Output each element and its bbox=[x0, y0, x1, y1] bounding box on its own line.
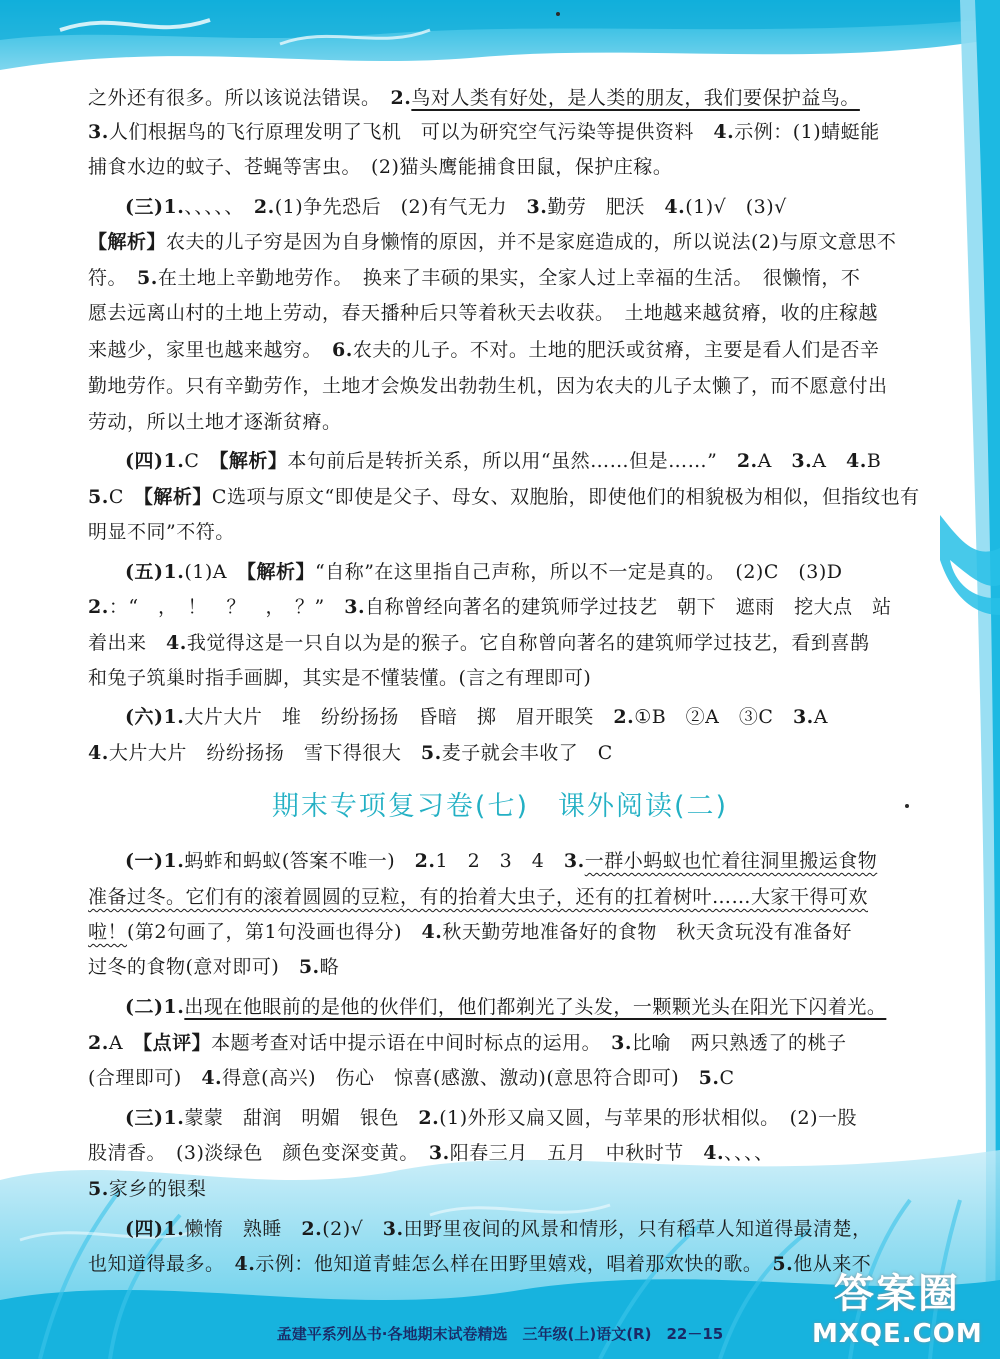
answer-text: A bbox=[108, 1032, 143, 1054]
text-line bbox=[125, 1104, 928, 1132]
answer-text: 示例：他知道青蛙怎么样在田野里嬉戏，唱着那欢快的歌。 bbox=[255, 1253, 773, 1275]
text-line bbox=[88, 1250, 928, 1278]
text-line bbox=[88, 883, 928, 911]
answer-label: 3. bbox=[792, 706, 814, 728]
answer-text: 田野里夜间的风景和情形，只有稻草人知道得最清楚， bbox=[403, 1218, 872, 1240]
answer-text: 自称曾经向著名的建筑师学过技艺 朝下 遮雨 挖大点 站 bbox=[365, 596, 892, 618]
answer-text: (2)√ bbox=[322, 1218, 383, 1240]
answer-label: 2. bbox=[414, 850, 436, 872]
answer-label: (六)1. bbox=[125, 706, 185, 728]
answer-text: “自称”在这里指自己声称，所以不一定是真的。 (2)C (3)D bbox=[314, 561, 843, 583]
answer-label: 4. bbox=[421, 921, 443, 943]
answer-text: 蚂蚱和蚂蚁(答案不唯一) bbox=[184, 850, 415, 872]
answer-label: 5. bbox=[88, 1178, 109, 1200]
answer-text: C选项与原文“即使是父子、母女、双胞胎，即使他们的相貌极为相似，但指纹也有 bbox=[211, 486, 920, 508]
answer-text: 、、、、 bbox=[724, 1142, 774, 1164]
answer-label: 4. bbox=[845, 450, 867, 472]
answer-label: 3. bbox=[526, 196, 548, 218]
text-line bbox=[88, 153, 928, 181]
underlined-answer: 一群小蚂蚁也忙着往洞里搬运食物 bbox=[584, 850, 878, 872]
underlined-answer: 准备过冬。它们有的滚着圆圆的豆粒，有的抬着大虫子，还有的扛着树叶……大家干得可欢 bbox=[88, 886, 869, 908]
answer-text: 劳动，所以土地才逐渐贫瘠。 bbox=[88, 411, 342, 433]
watermark-bottom: MXQE.COM bbox=[812, 1319, 983, 1349]
answer-text: C bbox=[108, 486, 144, 508]
answer-label: 【解析】 bbox=[88, 231, 167, 253]
text-line bbox=[125, 447, 928, 475]
answer-label: (三)1. bbox=[125, 196, 185, 218]
answer-text: C bbox=[184, 450, 219, 472]
answer-text: 过冬的食物(意对即可) bbox=[88, 956, 299, 978]
answer-label: (三)1. bbox=[125, 1107, 185, 1129]
text-line bbox=[88, 336, 928, 364]
answer-text: 秋天勤劳地准备好的食物 秋天贪玩没有准备好 bbox=[442, 921, 852, 943]
answer-text: 勤劳 肥沃 bbox=[547, 196, 665, 218]
answer-label: 【解析】 bbox=[246, 561, 315, 583]
answer-label: (四)1. bbox=[125, 1218, 185, 1240]
answer-text: A bbox=[813, 706, 829, 728]
answer-label: 3. bbox=[791, 450, 813, 472]
answer-text: ：“ ， ！ ？ ， ？” bbox=[108, 596, 345, 618]
answer-label: 3. bbox=[563, 850, 585, 872]
answer-text: (1)外形又扁又圆，与苹果的形状相似。 (2)一股 bbox=[439, 1107, 858, 1129]
answer-text: 大片大片 堆 纷纷扬扬 昏暗 掷 眉开眼笑 bbox=[184, 706, 614, 728]
answer-label: 5. bbox=[298, 956, 320, 978]
text-line bbox=[88, 953, 928, 981]
answer-label: 5. bbox=[137, 267, 158, 289]
answer-label: 4. bbox=[166, 632, 187, 654]
answer-text: (1)争先恐后 (2)有气无力 bbox=[274, 196, 527, 218]
text-line bbox=[88, 1139, 928, 1167]
answer-text: 农夫的儿子。不对。土地的肥沃或贫瘠，主要是看人们是否辛 bbox=[352, 339, 880, 361]
answer-label: 2. bbox=[736, 450, 758, 472]
answer-label: 3. bbox=[428, 1142, 450, 1164]
answer-label: 3. bbox=[382, 1218, 404, 1240]
stray-dot bbox=[556, 12, 560, 16]
text-line bbox=[88, 84, 928, 112]
answer-label: 3. bbox=[88, 121, 109, 143]
answer-text: 勤地劳作。只有辛勤劳作，土地才会焕发出勃勃生机，因为农夫的儿子太懒了，而不愿意付出 bbox=[88, 375, 888, 397]
answer-text: 略 bbox=[319, 956, 340, 978]
answer-label: (一)1. bbox=[125, 850, 185, 872]
answer-text: (合理即可) bbox=[88, 1067, 202, 1089]
answer-label: (二)1. bbox=[125, 996, 185, 1018]
answer-text: 股清香。 (3)淡绿色 颜色变深变黄。 bbox=[88, 1142, 429, 1164]
text-line bbox=[88, 483, 928, 511]
answer-text: 、、、、、 bbox=[184, 196, 254, 218]
text-line bbox=[88, 664, 928, 692]
text-line bbox=[88, 264, 928, 292]
text-line bbox=[88, 118, 928, 146]
text-line bbox=[125, 1215, 928, 1243]
text-line bbox=[125, 993, 928, 1021]
answer-text: 麦子就会丰收了 C bbox=[441, 742, 613, 764]
answer-label: 4. bbox=[88, 742, 109, 764]
answer-label: 2. bbox=[390, 87, 412, 109]
underlined-answer: 出现在他眼前的是他的伙伴们，他们都剃光了头发，一颗颗光头在阳光下闪着光。 bbox=[184, 996, 887, 1018]
answer-text: 农夫的儿子穷是因为自身懒惰的原因，并不是家庭造成的，所以说法(2)与原文意思不 bbox=[166, 231, 897, 253]
answer-label: 6. bbox=[332, 339, 353, 361]
answer-label: 【点评】 bbox=[142, 1032, 212, 1054]
answer-label: 2. bbox=[301, 1218, 323, 1240]
answer-text: 蒙蒙 甜润 明媚 银色 bbox=[184, 1107, 419, 1129]
watermark-top: 答案圈 bbox=[834, 1271, 960, 1317]
answer-text: 人们根据鸟的飞行原理发明了飞机 可以为研究空气污染等提供资料 bbox=[108, 121, 714, 143]
answer-label: 4. bbox=[201, 1067, 223, 1089]
answer-text: A bbox=[757, 450, 792, 472]
answer-text: 阳春三月 五月 中秋时节 bbox=[449, 1142, 704, 1164]
answer-label: 4. bbox=[703, 1142, 725, 1164]
answer-label: 5. bbox=[698, 1067, 720, 1089]
answer-text: (1)A bbox=[184, 561, 247, 583]
answer-label: 2. bbox=[88, 596, 109, 618]
answer-text: 和兔子筑巢时指手画脚，其实是不懂装懂。(言之有理即可) bbox=[88, 667, 592, 689]
text-line bbox=[125, 193, 928, 221]
answer-text: 示例：(1)蜻蜓能 bbox=[734, 121, 880, 143]
answer-text: 懒惰 熟睡 bbox=[184, 1218, 302, 1240]
text-line bbox=[88, 1175, 928, 1203]
text-line bbox=[88, 299, 928, 327]
answer-label: 【解析】 bbox=[143, 486, 212, 508]
stray-dot bbox=[905, 804, 909, 808]
answer-label: 4. bbox=[234, 1253, 256, 1275]
answer-text: 在土地上辛勤地劳作。 换来了丰硕的果实，全家人过上幸福的生活。 很懒惰，不 bbox=[157, 267, 861, 289]
section-title: 期末专项复习卷(七) 课外阅读(二) bbox=[271, 791, 729, 822]
text-line bbox=[88, 518, 928, 546]
answer-label: 2. bbox=[418, 1107, 440, 1129]
answer-text: 着出来 bbox=[88, 632, 167, 654]
answer-text: 来越少，家里也越来越穷。 bbox=[88, 339, 333, 361]
answer-label: 5. bbox=[88, 486, 109, 508]
answer-text: 之外还有很多。所以该说法错误。 bbox=[88, 87, 391, 109]
text-line bbox=[125, 558, 928, 586]
answer-text: 愿去远离山村的土地上劳动，春天播种后只等着秋天去收获。 土地越来越贫瘠，收的庄稼越 bbox=[88, 302, 879, 324]
answer-label: 2. bbox=[253, 196, 275, 218]
underlined-answer: 鸟对人类有好处，是人类的朋友，我们要保护益鸟。 bbox=[411, 87, 860, 109]
answer-text: 家乡的银梨 bbox=[108, 1178, 207, 1200]
answer-label: 5. bbox=[420, 742, 442, 764]
answer-label: 4. bbox=[713, 121, 735, 143]
answer-text: A bbox=[812, 450, 846, 472]
answer-text: 符。 bbox=[88, 267, 138, 289]
answer-text: 捕食水边的蚊子、苍蝇等害虫。 (2)猫头鹰能捕食田鼠，保护庄稼。 bbox=[88, 156, 673, 178]
answer-text: 也知道得最多。 bbox=[88, 1253, 235, 1275]
answer-text: ①B ②A ③C bbox=[634, 706, 793, 728]
answer-label: (四)1. bbox=[125, 450, 185, 472]
text-line bbox=[88, 629, 928, 657]
text-line bbox=[88, 918, 928, 946]
site-watermark bbox=[812, 1270, 982, 1350]
underlined-answer: 啦！ bbox=[88, 921, 128, 943]
answer-label: 3. bbox=[611, 1032, 632, 1054]
answer-text: (第2句画了，第1句没画也得分) bbox=[127, 921, 422, 943]
text-line bbox=[88, 593, 928, 621]
text-line bbox=[125, 847, 928, 875]
text-line bbox=[125, 703, 928, 731]
text-line bbox=[88, 408, 928, 436]
answer-label: 2. bbox=[88, 1032, 109, 1054]
answer-text: 明显不同”不符。 bbox=[88, 521, 235, 543]
answer-text: 他从来不 bbox=[793, 1253, 872, 1275]
answer-text: B bbox=[866, 450, 882, 472]
answer-text: 得意(高兴) 伤心 惊喜(感激、激动)(意思符合即可) bbox=[222, 1067, 699, 1089]
text-line bbox=[88, 1064, 928, 1092]
answer-label: 5. bbox=[772, 1253, 794, 1275]
text-line bbox=[88, 228, 928, 256]
answer-label: 【解析】 bbox=[218, 450, 288, 472]
text-line bbox=[88, 1029, 928, 1057]
answer-text: 我觉得这是一只自以为是的猴子。它自称曾向著名的建筑师学过技艺，看到喜鹊 bbox=[186, 632, 870, 654]
text-line bbox=[88, 739, 928, 767]
answer-label: 4. bbox=[664, 196, 686, 218]
answer-text: 本题考查对话中提示语在中间时标点的运用。 bbox=[211, 1032, 612, 1054]
answer-text: 比喻 两只熟透了的桃子 bbox=[631, 1032, 847, 1054]
text-line bbox=[88, 372, 928, 400]
answer-text: 1 2 3 4 bbox=[435, 850, 564, 872]
answer-label: (五)1. bbox=[125, 561, 185, 583]
answer-text: 本句前后是转折关系，所以用“虽然……但是……” bbox=[287, 450, 737, 472]
answer-text: 大片大片 纷纷扬扬 雪下得很大 bbox=[108, 742, 421, 764]
answer-label: 2. bbox=[613, 706, 635, 728]
answer-label: 3. bbox=[344, 596, 366, 618]
answer-text: C bbox=[719, 1067, 735, 1089]
answer-text: (1)√ (3)√ bbox=[685, 196, 787, 218]
page-footer: 孟建平系列丛书·各地期末试卷精选 三年级(上)语文(R) 22－15 bbox=[276, 1325, 724, 1343]
